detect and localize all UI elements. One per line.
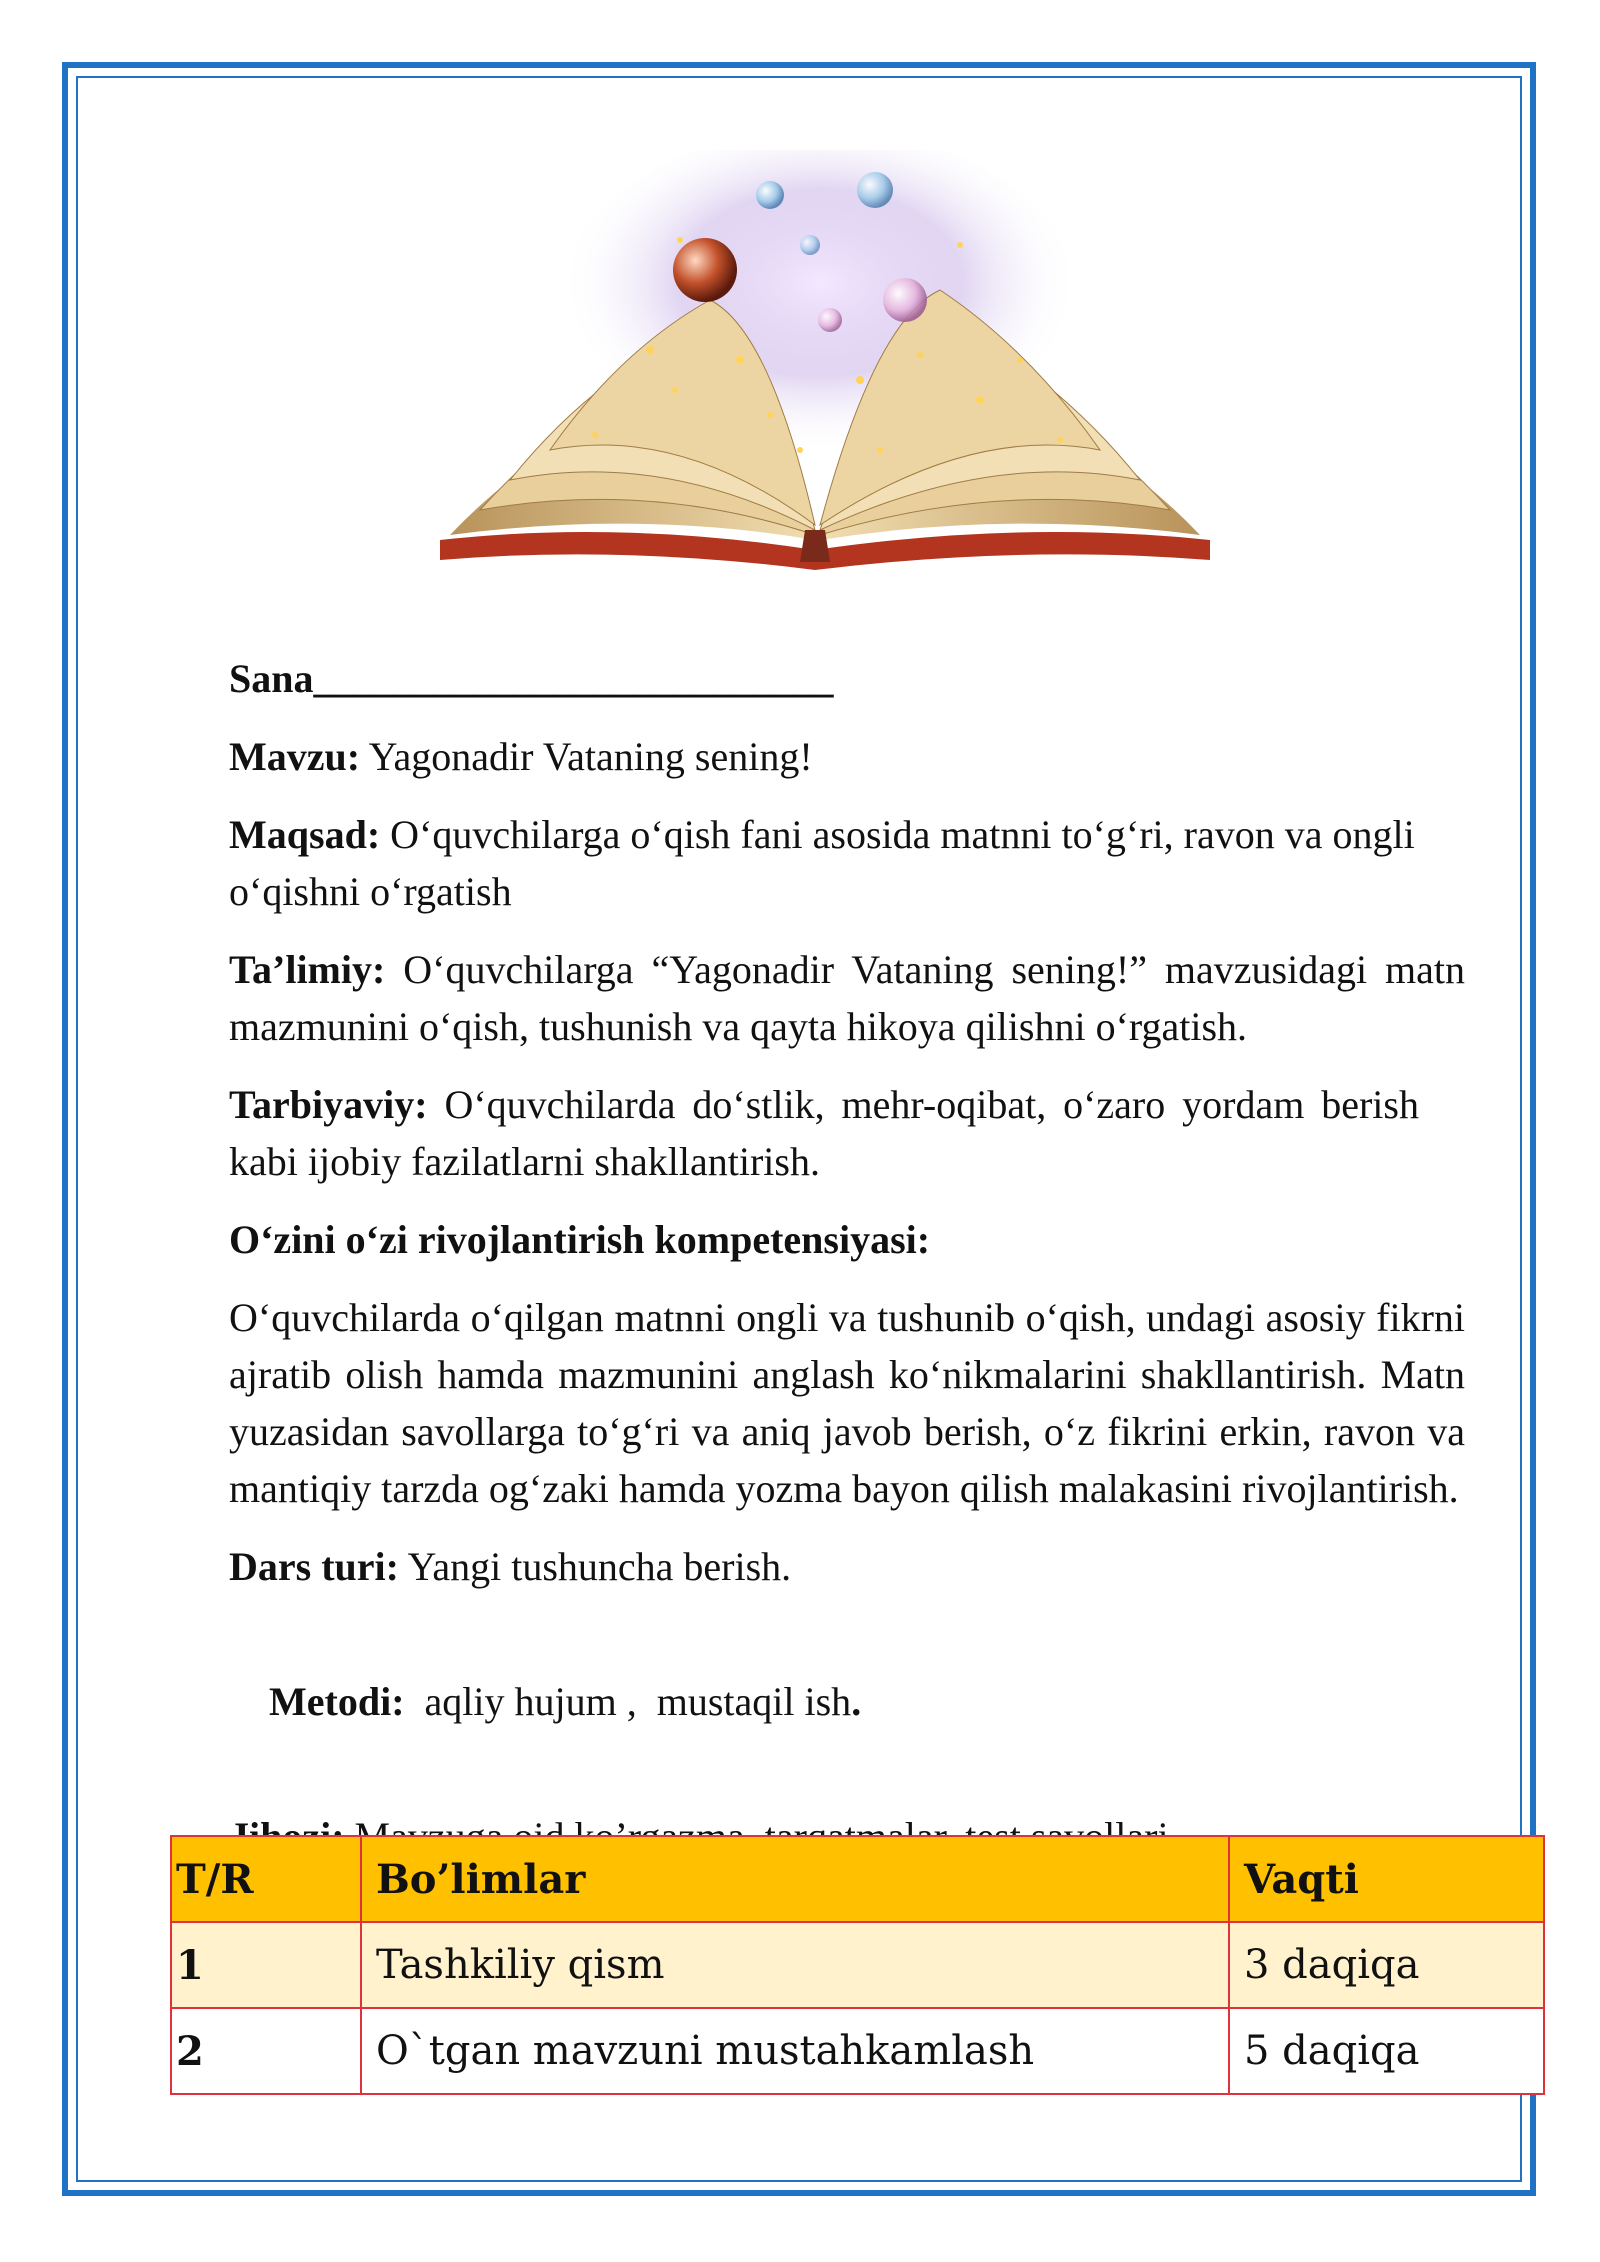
- header-vaqti: Vaqti: [1229, 1836, 1544, 1922]
- dars-turi-label: Dars turi:: [229, 1544, 399, 1589]
- row-section: Tashkiliy qism: [361, 1922, 1229, 2008]
- talimiy-paragraph: [229, 941, 1465, 1055]
- mavzu-label: Mavzu:: [229, 734, 361, 779]
- table-row: [171, 2008, 1544, 2094]
- kompetensiya-heading: [229, 1211, 1465, 1268]
- table-header-row: [171, 1836, 1544, 1922]
- metodi-label: Metodi:: [269, 1679, 405, 1724]
- row-time: 3 daqiqa: [1229, 1922, 1544, 2008]
- maqsad-value: O‘quvchilarga o‘qish fani asosida matnni to‘g‘ri, ravon va ongli o‘qishni o‘rgatish: [229, 812, 1415, 914]
- header-bolimlar: Bo’limlar: [361, 1836, 1229, 1922]
- metodi-end: .: [851, 1679, 862, 1724]
- lesson-plan-text: [229, 650, 1465, 1886]
- kompetensiya-paragraph: O‘quvchilarda o‘qilgan matnni ongli va tushunib o‘qish, undagi asosiy fikrni ajratib olish hamda mazmunini anglash ko‘nikmalarini shakllantirish. Matn yuzasidan savollarga to‘g‘ri va aniq javob berish, o‘z fikrini erkin, ravon va mantiqiy tarzda og‘zaki hamda yozma bayon qilish malakasini rivojlantirish.: [229, 1295, 1465, 1511]
- header-tr: T/R: [171, 1836, 361, 1922]
- table-row: [171, 1922, 1544, 2008]
- talimiy-value: O‘quvchilarga “Yagonadir Vataning sening!” mavzusidagi matn mazmunini o‘qish, tushunish va qayta hikoya qilishni o‘rgatish.: [229, 947, 1465, 1049]
- sana-blank: __________________________: [313, 656, 834, 701]
- row-section: O`tgan mavzuni mustahkamlash: [361, 2008, 1229, 2094]
- row-time: 5 daqiqa: [1229, 2008, 1544, 2094]
- open-book-magic-illustration: [420, 150, 1230, 580]
- mavzu-value: Yagonadir Vataning sening!: [360, 734, 813, 779]
- row-number: 1: [171, 1922, 361, 2008]
- sana-label: Sana: [229, 656, 314, 701]
- talimiy-label: Ta’limiy:: [229, 947, 386, 992]
- metodi-line: [229, 1616, 1465, 1787]
- lesson-stages-table: [170, 1835, 1545, 2095]
- kompetensiya-heading-text: O‘zini o‘zi rivojlantirish kompetensiyasi:: [229, 1217, 931, 1262]
- tarbiyaviy-paragraph: [229, 1076, 1419, 1190]
- tarbiyaviy-value: O‘quvchilarda do‘stlik, mehr-oqibat, o‘zaro yordam berish kabi ijobiy fazilatlarni shakllantirish.: [229, 1082, 1419, 1184]
- dars-turi-value: Yangi tushuncha berish.: [398, 1544, 792, 1589]
- dars-turi-line: [229, 1538, 1465, 1595]
- maqsad-paragraph: [229, 806, 1419, 920]
- sana-line: [229, 650, 1465, 707]
- mavzu-line: [229, 728, 1465, 785]
- tarbiyaviy-label: Tarbiyaviy:: [229, 1082, 428, 1127]
- metodi-value: aqliy hujum , mustaqil ish: [404, 1679, 852, 1724]
- maqsad-label: Maqsad:: [229, 812, 381, 857]
- row-number: 2: [171, 2008, 361, 2094]
